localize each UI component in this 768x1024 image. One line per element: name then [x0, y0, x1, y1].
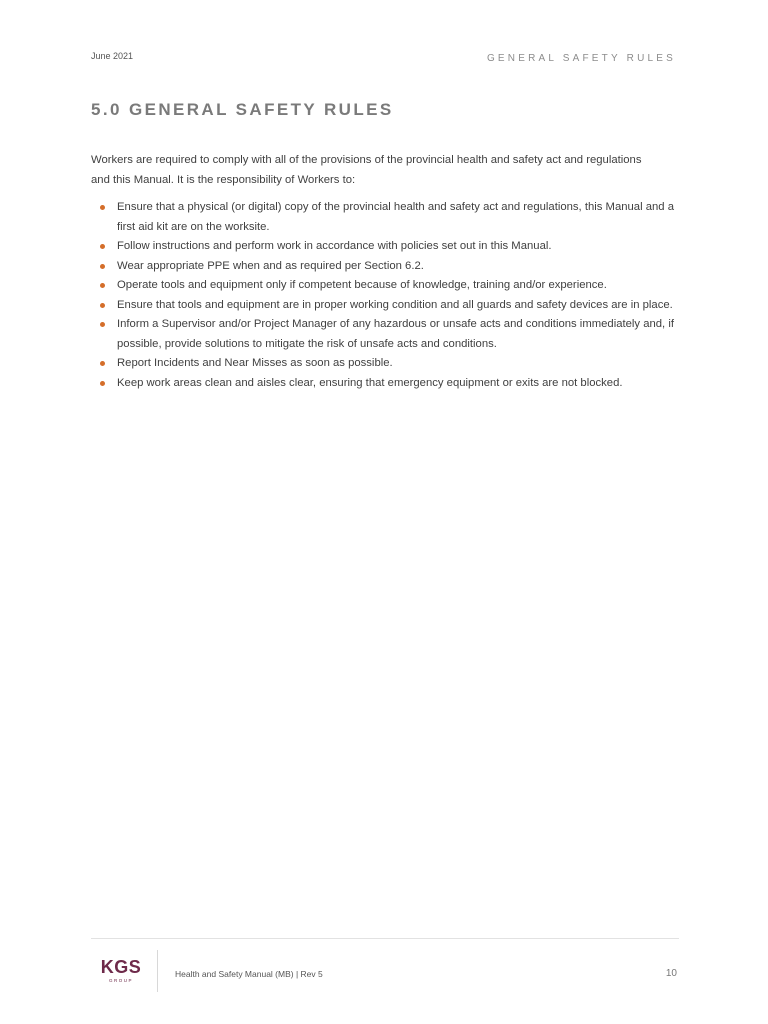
logo-wordmark: KGS [100, 957, 142, 977]
list-item [91, 315, 681, 354]
bullet-icon [100, 303, 105, 308]
rule-text: Ensure that a physical (or digital) copy of the provincial health and safety act and regulations, this Manual and a first aid kit are on the worksite. [117, 201, 675, 233]
list-item [91, 374, 681, 394]
page-title: 5.0 GENERAL SAFETY RULES [91, 100, 394, 119]
rule-text: Follow instructions and perform work in accordance with policies set out in this Manual. [117, 240, 552, 252]
rule-text: Ensure that tools and equipment are in proper working condition and all guards and safety devices are in place. [117, 298, 673, 311]
bullet-icon [100, 322, 105, 327]
bullet-icon [100, 244, 105, 249]
rule-text: Keep work areas clean and aisles clear, ensuring that emergency equipment or exits are not blocked. [117, 376, 623, 389]
bullet-icon [100, 361, 105, 366]
rule-text: Report Incidents and Near Misses as soon as possible. [117, 357, 393, 369]
list-item [91, 257, 681, 277]
logo-subtext: GROUP [108, 978, 133, 983]
list-item [91, 237, 681, 257]
rule-text: Inform a Supervisor and/or Project Manager of any hazardous or unsafe acts and conditions immediately and, if possible, provide solutions to mitigate the risk of unsafe acts and conditions. [117, 318, 674, 350]
list-item [91, 354, 681, 374]
bullet-icon [100, 264, 105, 269]
safety-rules-list [91, 198, 681, 393]
list-item [91, 296, 681, 316]
footer-divider-line [91, 938, 679, 939]
intro-paragraph: Workers are required to comply with all of the provisions of the provincial health and safety act and regulations and this Manual. It is the responsibility of Workers to: [91, 154, 642, 186]
company-logo [96, 957, 146, 984]
bullet-icon [100, 205, 105, 210]
rule-text: Wear appropriate PPE when and as required per Section 6.2. [117, 259, 424, 272]
bullet-icon [100, 381, 105, 386]
footer-vertical-divider [157, 950, 158, 992]
page-number: 10 [665, 968, 677, 979]
bullet-icon [100, 283, 105, 288]
list-item [91, 276, 681, 296]
header-date: June 2021 [91, 51, 134, 61]
header-section-title: GENERAL SAFETY RULES [486, 53, 676, 64]
footer-document-info: Health and Safety Manual (MB) | Rev 5 [175, 969, 323, 979]
rule-text: Operate tools and equipment only if competent because of knowledge, training and/or experience. [117, 279, 607, 291]
list-item [91, 198, 681, 237]
